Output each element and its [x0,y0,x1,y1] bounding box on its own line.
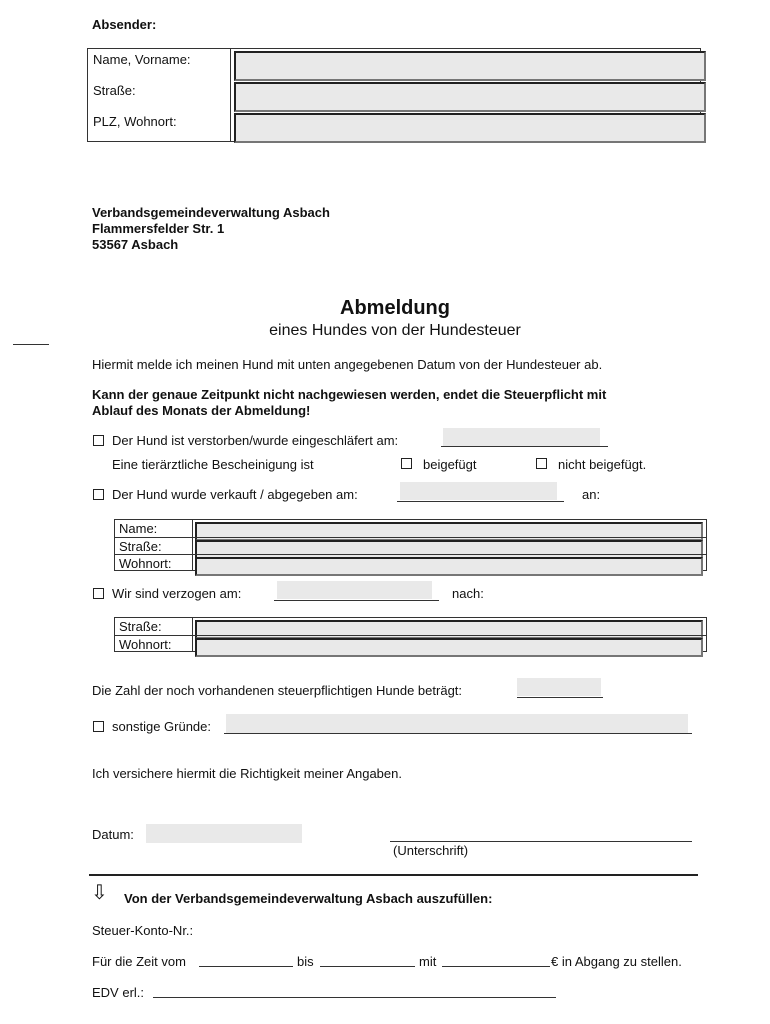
other-reasons-line [224,733,692,734]
buyer-city-label: Wohnort: [119,556,172,571]
signature-line [390,841,692,842]
table-divider [230,49,231,141]
period-to-line[interactable] [320,966,415,967]
remaining-dogs-line [517,697,603,698]
page-subtitle: eines Hundes von der Hundesteuer [269,322,521,339]
period-end-label: € in Abgang zu stellen. [551,954,682,969]
moved-checkbox[interactable] [93,588,104,599]
other-reasons-label: sonstige Gründe: [112,719,212,734]
assurance-text: Ich versichere hiermit die Richtigkeit meiner Angaben. [92,766,402,781]
new-address-table [114,617,707,652]
sender-city-field[interactable] [234,113,706,143]
recipient-address [92,205,330,253]
sender-table [87,48,701,142]
deceased-checkbox[interactable] [93,435,104,446]
period-with-label: mit [419,954,437,969]
sender-street-label: Straße: [93,83,136,98]
other-reasons-checkbox[interactable] [93,721,104,732]
sender-city-label: PLZ, Wohnort: [93,114,177,129]
moved-to-label: nach: [452,586,484,601]
table-row [115,618,706,635]
period-to-label: bis [297,954,314,969]
remaining-dogs-label: Die Zahl der noch vorhandenen steuerpflichtigen Hunde beträgt: [92,683,463,698]
attached-checkbox[interactable] [401,458,412,469]
sender-name-field[interactable] [234,51,706,81]
buyer-table [114,519,707,571]
buyer-street-label: Straße: [119,539,162,554]
date-label: Datum: [92,827,134,842]
account-label: Steuer-Konto-Nr.: [92,923,194,938]
moved-date-line [274,600,439,601]
new-street-label: Straße: [119,619,162,634]
signature-caption: (Unterschrift) [393,843,469,858]
notice-line2: Ablauf des Monats der Abmeldung! [92,403,311,418]
edv-line[interactable] [153,997,556,998]
new-city-label: Wohnort: [119,637,172,652]
remaining-dogs-field[interactable] [517,678,601,696]
table-row [115,635,706,653]
intro-text: Hiermit melde ich meinen Hund mit unten angegebenen Datum von der Hundesteuer ab. [92,357,603,372]
period-from-label: Für die Zeit vom [92,954,186,969]
recipient-line2: Flammersfelder Str. 1 [92,221,225,236]
table-row [115,554,706,572]
deceased-label: Der Hund ist verstorben/wurde eingeschläfert am: [112,433,399,448]
date-field[interactable] [146,824,302,843]
recipient-line1: Verbandsgemeindeverwaltung Asbach [92,205,330,220]
table-row [115,537,706,555]
attached-label: beigefügt [423,457,477,472]
fold-mark [13,344,49,345]
other-reasons-field[interactable] [226,714,688,733]
period-from-line[interactable] [199,966,293,967]
section-divider [89,874,698,876]
new-city-field[interactable] [195,638,703,657]
moved-date-field[interactable] [277,581,432,599]
certificate-label: Eine tierärztliche Bescheinigung ist [112,457,314,472]
arrow-down-icon: ⇩ [91,882,108,904]
sender-name-label: Name, Vorname: [93,52,191,67]
sold-date-field[interactable] [400,482,557,500]
recipient-line3: 53567 Asbach [92,237,179,252]
office-heading: Von der Verbandsgemeindeverwaltung Asbach auszufüllen: [124,891,493,906]
buyer-city-field[interactable] [195,557,703,576]
deceased-date-field[interactable] [443,428,600,446]
notice-text [92,387,606,419]
not-attached-label: nicht beigefügt. [558,457,647,472]
sold-checkbox[interactable] [93,489,104,500]
page-title: Abmeldung [340,297,450,319]
sold-label: Der Hund wurde verkauft / abgegeben am: [112,487,358,502]
buyer-name-label: Name: [119,521,158,536]
sold-to-label: an: [582,487,601,502]
amount-line[interactable] [442,966,550,967]
edv-label: EDV erl.: [92,985,145,1000]
not-attached-checkbox[interactable] [536,458,547,469]
sold-date-line [397,501,564,502]
moved-label: Wir sind verzogen am: [112,586,242,601]
deceased-date-line [441,446,608,447]
sender-street-field[interactable] [234,82,706,112]
sender-heading: Absender: [92,17,157,32]
table-row [115,520,706,537]
notice-line1: Kann der genaue Zeitpunkt nicht nachgewiesen werden, endet die Steuerpflicht mit [92,387,607,402]
